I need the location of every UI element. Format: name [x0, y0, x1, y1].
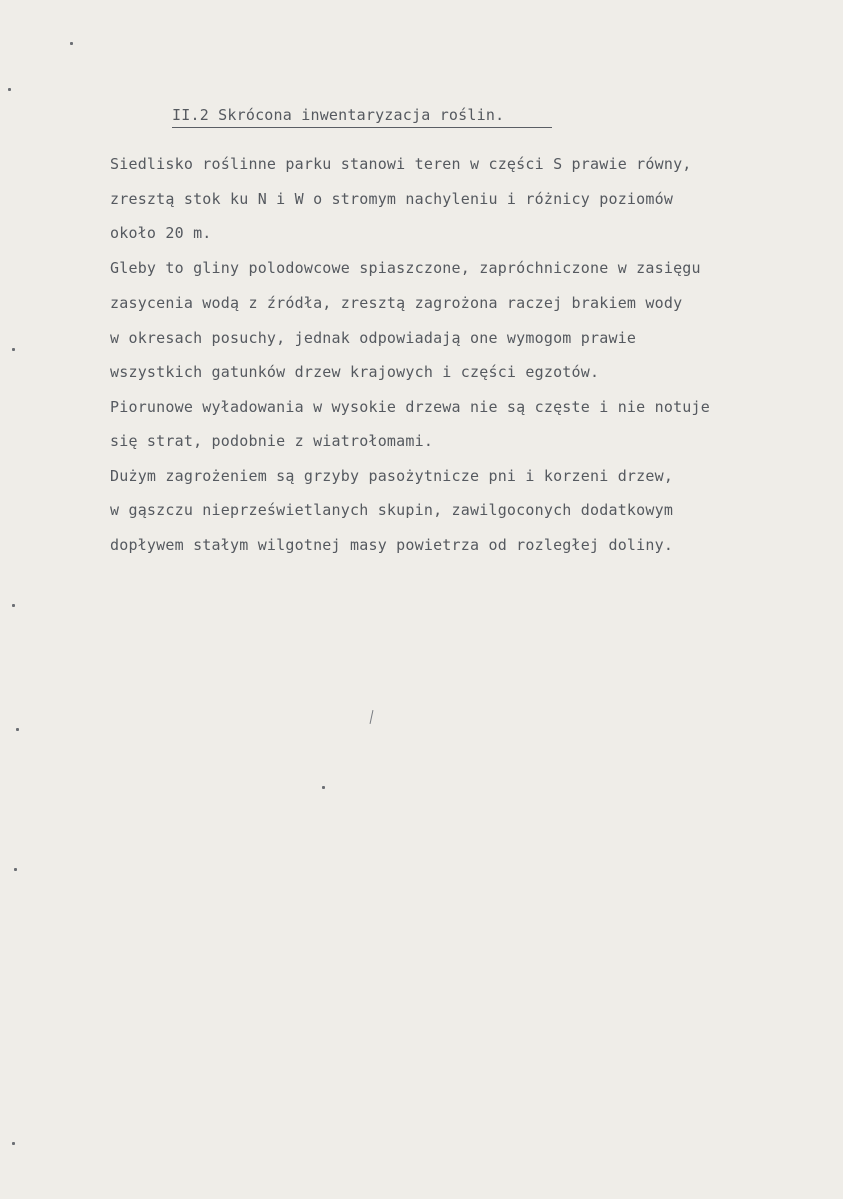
text-line: wszystkich gatunków drzew krajowych i części egzotów. [110, 363, 600, 381]
text-line: w okresach posuchy, jednak odpowiadają one wymogom prawie [110, 329, 637, 347]
text-line: Siedlisko roślinne parku stanowi teren w części S prawie równy, [110, 155, 692, 173]
text-line: dopływem stałym wilgotnej masy powietrza od rozległej doliny. [110, 536, 674, 554]
text-line: Piorunowe wyładowania w wysokie drzewa nie są częste i nie notuje [110, 398, 710, 416]
text-line: około 20 m. [110, 224, 212, 242]
paper-speck [322, 786, 325, 789]
paper-speck [12, 1142, 15, 1145]
paper-speck [12, 604, 15, 607]
paper-speck [70, 42, 73, 45]
text-line: w gąszczu nieprześwietlanych skupin, zawilgoconych dodatkowym [110, 501, 674, 519]
text-line: Dużym zagrożeniem są grzyby pasożytnicze pni i korzeni drzew, [110, 467, 674, 485]
text-line: Gleby to gliny polodowcowe spiaszczone, zapróchniczone w zasięgu [110, 259, 701, 277]
paper-speck [16, 728, 19, 731]
paper-speck [14, 868, 17, 871]
paper-speck [8, 88, 11, 91]
pencil-mark [370, 710, 374, 724]
section-heading: II.2 Skrócona inwentaryzacja roślin. [172, 106, 552, 128]
text-line: zasycenia wodą z źródła, zresztą zagrożona raczej brakiem wody [110, 294, 683, 312]
paper-speck [12, 348, 15, 351]
text-line: się strat, podobnie z wiatrołomami. [110, 432, 434, 450]
text-line: zresztą stok ku N i W o stromym nachyleniu i różnicy poziomów [110, 190, 674, 208]
